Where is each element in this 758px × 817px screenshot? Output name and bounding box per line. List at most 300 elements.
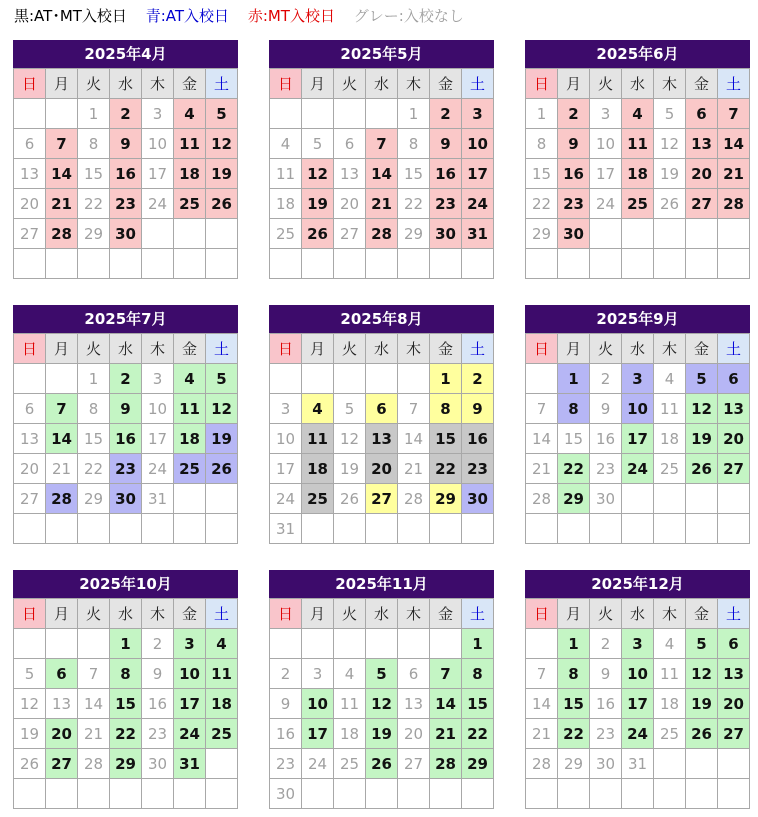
day-cell[interactable]: 28 — [398, 484, 430, 514]
week-row — [526, 629, 750, 659]
day-cell[interactable]: 6 — [718, 629, 750, 659]
day-cell[interactable]: 13 — [718, 394, 750, 424]
day-cell[interactable]: 2 — [462, 364, 494, 394]
day-cell[interactable]: 29 — [558, 484, 590, 514]
day-cell[interactable]: 23 — [462, 454, 494, 484]
empty-cell — [686, 219, 718, 249]
day-cell[interactable]: 13 — [334, 159, 366, 189]
day-cell[interactable]: 4 — [270, 129, 302, 159]
day-cell[interactable]: 31 — [174, 749, 206, 779]
weekday-header — [270, 334, 494, 364]
legend-at: 青:AT入校日 — [145, 7, 230, 25]
day-cell[interactable]: 6 — [718, 364, 750, 394]
day-cell[interactable]: 29 — [558, 749, 590, 779]
day-cell[interactable]: 16 — [462, 424, 494, 454]
day-cell[interactable]: 3 — [142, 99, 174, 129]
day-cell[interactable]: 16 — [110, 159, 142, 189]
day-cell[interactable]: 15 — [430, 424, 462, 454]
day-cell[interactable]: 8 — [110, 659, 142, 689]
day-cell[interactable]: 4 — [334, 659, 366, 689]
day-cell[interactable]: 18 — [334, 719, 366, 749]
day-cell[interactable]: 1 — [78, 99, 110, 129]
day-cell[interactable]: 10 — [270, 424, 302, 454]
day-cell[interactable]: 12 — [206, 394, 238, 424]
day-cell[interactable]: 30 — [430, 219, 462, 249]
day-cell[interactable]: 28 — [526, 749, 558, 779]
day-cell[interactable]: 17 — [622, 424, 654, 454]
day-cell[interactable]: 11 — [206, 659, 238, 689]
day-cell[interactable]: 19 — [654, 159, 686, 189]
empty-cell — [622, 514, 654, 544]
day-cell[interactable]: 30 — [110, 219, 142, 249]
day-cell[interactable]: 29 — [430, 484, 462, 514]
day-cell[interactable]: 24 — [622, 719, 654, 749]
day-cell[interactable]: 14 — [46, 424, 78, 454]
day-cell[interactable]: 2 — [110, 364, 142, 394]
day-cell[interactable]: 16 — [590, 689, 622, 719]
empty-cell — [430, 629, 462, 659]
day-cell[interactable]: 7 — [46, 129, 78, 159]
day-cell[interactable]: 21 — [718, 159, 750, 189]
day-cell[interactable]: 3 — [622, 629, 654, 659]
day-cell[interactable]: 20 — [718, 424, 750, 454]
day-cell[interactable]: 19 — [686, 424, 718, 454]
day-cell[interactable]: 15 — [526, 159, 558, 189]
day-cell[interactable]: 1 — [430, 364, 462, 394]
day-cell[interactable]: 23 — [110, 454, 142, 484]
day-cell[interactable]: 10 — [622, 659, 654, 689]
day-cell[interactable]: 27 — [46, 749, 78, 779]
day-cell[interactable]: 5 — [206, 364, 238, 394]
day-cell[interactable]: 8 — [558, 659, 590, 689]
day-cell[interactable]: 10 — [302, 689, 334, 719]
day-cell[interactable]: 11 — [622, 129, 654, 159]
day-cell[interactable]: 31 — [622, 749, 654, 779]
day-cell[interactable]: 26 — [686, 719, 718, 749]
weekday-label: 木 — [142, 334, 174, 364]
day-cell[interactable]: 18 — [302, 454, 334, 484]
empty-cell — [174, 484, 206, 514]
day-cell[interactable]: 6 — [14, 129, 46, 159]
day-cell[interactable]: 12 — [206, 129, 238, 159]
day-cell[interactable]: 10 — [142, 129, 174, 159]
day-cell[interactable]: 23 — [590, 454, 622, 484]
day-cell[interactable]: 11 — [302, 424, 334, 454]
day-cell[interactable]: 31 — [270, 514, 302, 544]
day-cell[interactable]: 3 — [302, 659, 334, 689]
day-cell[interactable]: 9 — [110, 394, 142, 424]
day-cell[interactable]: 22 — [558, 454, 590, 484]
day-cell[interactable]: 3 — [270, 394, 302, 424]
day-cell[interactable]: 6 — [46, 659, 78, 689]
day-cell[interactable]: 30 — [590, 484, 622, 514]
empty-cell — [206, 484, 238, 514]
day-cell[interactable]: 11 — [174, 129, 206, 159]
day-cell[interactable]: 14 — [430, 689, 462, 719]
weekday-label: 日 — [270, 334, 302, 364]
day-cell[interactable]: 16 — [270, 719, 302, 749]
day-cell[interactable]: 1 — [462, 629, 494, 659]
day-cell[interactable]: 10 — [142, 394, 174, 424]
day-cell[interactable]: 2 — [110, 99, 142, 129]
day-cell[interactable]: 21 — [526, 719, 558, 749]
day-cell[interactable]: 19 — [686, 689, 718, 719]
day-cell[interactable]: 20 — [398, 719, 430, 749]
day-cell[interactable]: 22 — [78, 454, 110, 484]
day-cell[interactable]: 22 — [398, 189, 430, 219]
day-cell[interactable]: 19 — [302, 189, 334, 219]
day-cell[interactable]: 13 — [686, 129, 718, 159]
empty-cell — [398, 514, 430, 544]
empty-cell — [110, 514, 142, 544]
day-cell[interactable]: 25 — [654, 719, 686, 749]
day-cell[interactable]: 15 — [78, 159, 110, 189]
day-cell[interactable]: 21 — [46, 454, 78, 484]
day-cell[interactable]: 26 — [206, 454, 238, 484]
day-cell[interactable]: 15 — [462, 689, 494, 719]
day-cell[interactable]: 8 — [78, 394, 110, 424]
day-cell[interactable]: 27 — [366, 484, 398, 514]
day-cell[interactable]: 21 — [430, 719, 462, 749]
day-cell[interactable]: 5 — [366, 659, 398, 689]
day-cell[interactable]: 23 — [142, 719, 174, 749]
day-cell[interactable]: 27 — [686, 189, 718, 219]
day-cell[interactable]: 21 — [526, 454, 558, 484]
day-cell[interactable]: 10 — [590, 129, 622, 159]
day-cell[interactable]: 6 — [334, 129, 366, 159]
day-cell[interactable]: 9 — [590, 394, 622, 424]
day-cell[interactable]: 9 — [430, 129, 462, 159]
day-cell[interactable]: 20 — [14, 454, 46, 484]
day-cell[interactable]: 28 — [366, 219, 398, 249]
day-cell[interactable]: 21 — [46, 189, 78, 219]
day-cell[interactable]: 22 — [558, 719, 590, 749]
day-cell[interactable]: 28 — [526, 484, 558, 514]
day-cell[interactable]: 27 — [334, 219, 366, 249]
day-cell[interactable]: 7 — [430, 659, 462, 689]
day-cell[interactable]: 28 — [718, 189, 750, 219]
day-cell[interactable]: 1 — [398, 99, 430, 129]
day-cell[interactable]: 14 — [366, 159, 398, 189]
day-cell[interactable]: 7 — [78, 659, 110, 689]
day-cell[interactable]: 3 — [590, 99, 622, 129]
day-cell[interactable]: 13 — [14, 159, 46, 189]
day-cell[interactable]: 7 — [526, 394, 558, 424]
weekday-label: 金 — [174, 334, 206, 364]
day-cell[interactable]: 1 — [78, 364, 110, 394]
day-cell[interactable]: 15 — [78, 424, 110, 454]
day-cell[interactable]: 19 — [206, 424, 238, 454]
day-cell[interactable]: 28 — [46, 219, 78, 249]
day-cell[interactable]: 30 — [110, 484, 142, 514]
day-cell[interactable]: 4 — [654, 629, 686, 659]
day-cell[interactable]: 3 — [174, 629, 206, 659]
day-cell[interactable]: 15 — [398, 159, 430, 189]
day-cell[interactable]: 11 — [174, 394, 206, 424]
day-cell[interactable]: 12 — [366, 689, 398, 719]
day-cell[interactable]: 19 — [206, 159, 238, 189]
day-cell[interactable]: 17 — [174, 689, 206, 719]
day-cell[interactable]: 17 — [590, 159, 622, 189]
day-cell[interactable]: 30 — [270, 779, 302, 809]
day-cell[interactable]: 5 — [206, 99, 238, 129]
day-cell[interactable]: 21 — [78, 719, 110, 749]
day-cell[interactable]: 26 — [302, 219, 334, 249]
day-cell[interactable]: 19 — [366, 719, 398, 749]
day-cell[interactable]: 31 — [142, 484, 174, 514]
day-cell[interactable]: 18 — [206, 689, 238, 719]
day-cell[interactable]: 3 — [142, 364, 174, 394]
day-cell[interactable]: 18 — [174, 159, 206, 189]
day-cell[interactable]: 16 — [558, 159, 590, 189]
day-cell[interactable]: 8 — [78, 129, 110, 159]
empty-cell — [686, 514, 718, 544]
day-cell[interactable]: 23 — [558, 189, 590, 219]
day-cell[interactable]: 22 — [526, 189, 558, 219]
day-cell[interactable]: 7 — [526, 659, 558, 689]
day-cell[interactable]: 12 — [302, 159, 334, 189]
day-cell[interactable]: 4 — [174, 99, 206, 129]
day-cell[interactable]: 28 — [430, 749, 462, 779]
day-cell[interactable]: 10 — [462, 129, 494, 159]
day-cell[interactable]: 26 — [14, 749, 46, 779]
day-cell[interactable]: 12 — [686, 394, 718, 424]
day-cell[interactable]: 30 — [558, 219, 590, 249]
day-cell[interactable]: 1 — [110, 629, 142, 659]
day-cell[interactable]: 28 — [46, 484, 78, 514]
day-cell[interactable]: 23 — [430, 189, 462, 219]
day-cell[interactable]: 7 — [366, 129, 398, 159]
day-cell[interactable]: 16 — [430, 159, 462, 189]
day-cell[interactable]: 25 — [206, 719, 238, 749]
day-cell[interactable]: 10 — [622, 394, 654, 424]
day-cell[interactable]: 3 — [622, 364, 654, 394]
day-cell[interactable]: 13 — [46, 689, 78, 719]
day-cell[interactable]: 5 — [14, 659, 46, 689]
weekday-label: 日 — [270, 599, 302, 629]
day-cell[interactable]: 24 — [622, 454, 654, 484]
day-cell[interactable]: 24 — [142, 189, 174, 219]
day-cell[interactable]: 9 — [270, 689, 302, 719]
day-cell[interactable]: 24 — [462, 189, 494, 219]
day-cell[interactable]: 14 — [718, 129, 750, 159]
day-cell[interactable]: 2 — [270, 659, 302, 689]
day-cell[interactable]: 7 — [46, 394, 78, 424]
day-cell[interactable]: 27 — [14, 219, 46, 249]
day-cell[interactable]: 17 — [302, 719, 334, 749]
day-cell[interactable]: 20 — [686, 159, 718, 189]
day-cell[interactable]: 17 — [462, 159, 494, 189]
day-cell[interactable]: 29 — [78, 219, 110, 249]
day-cell[interactable]: 9 — [558, 129, 590, 159]
day-cell[interactable]: 4 — [622, 99, 654, 129]
day-cell[interactable]: 6 — [14, 394, 46, 424]
day-cell[interactable]: 14 — [398, 424, 430, 454]
day-cell[interactable]: 29 — [462, 749, 494, 779]
day-cell[interactable]: 1 — [558, 629, 590, 659]
day-cell[interactable]: 24 — [142, 454, 174, 484]
day-cell[interactable]: 11 — [270, 159, 302, 189]
day-cell[interactable]: 24 — [270, 484, 302, 514]
day-cell[interactable]: 25 — [270, 219, 302, 249]
day-cell[interactable]: 21 — [398, 454, 430, 484]
day-cell[interactable]: 10 — [174, 659, 206, 689]
day-cell[interactable]: 30 — [590, 749, 622, 779]
day-cell[interactable]: 8 — [526, 129, 558, 159]
empty-cell — [366, 779, 398, 809]
week-row — [270, 629, 494, 659]
day-cell[interactable]: 4 — [654, 364, 686, 394]
day-cell[interactable]: 18 — [270, 189, 302, 219]
day-cell[interactable]: 9 — [142, 659, 174, 689]
day-cell[interactable]: 23 — [110, 189, 142, 219]
day-cell[interactable]: 9 — [462, 394, 494, 424]
day-cell[interactable]: 9 — [590, 659, 622, 689]
day-cell[interactable]: 5 — [334, 394, 366, 424]
day-cell[interactable]: 12 — [654, 129, 686, 159]
day-cell[interactable]: 11 — [334, 689, 366, 719]
day-cell[interactable]: 24 — [590, 189, 622, 219]
day-cell[interactable]: 15 — [110, 689, 142, 719]
day-cell[interactable]: 11 — [654, 659, 686, 689]
day-cell[interactable]: 8 — [430, 394, 462, 424]
day-cell[interactable]: 27 — [398, 749, 430, 779]
day-cell[interactable]: 13 — [366, 424, 398, 454]
day-cell[interactable]: 26 — [686, 454, 718, 484]
day-cell[interactable]: 16 — [590, 424, 622, 454]
day-cell[interactable]: 16 — [110, 424, 142, 454]
day-cell[interactable]: 13 — [14, 424, 46, 454]
day-cell[interactable]: 7 — [398, 394, 430, 424]
day-cell[interactable]: 24 — [302, 749, 334, 779]
day-cell[interactable]: 2 — [142, 629, 174, 659]
day-cell[interactable]: 14 — [526, 424, 558, 454]
day-cell[interactable]: 2 — [558, 99, 590, 129]
day-cell[interactable]: 16 — [142, 689, 174, 719]
day-cell[interactable]: 13 — [718, 659, 750, 689]
day-cell[interactable]: 4 — [174, 364, 206, 394]
day-cell[interactable]: 31 — [462, 219, 494, 249]
day-cell[interactable]: 8 — [558, 394, 590, 424]
empty-cell — [78, 514, 110, 544]
day-cell[interactable]: 19 — [334, 454, 366, 484]
day-cell[interactable]: 7 — [718, 99, 750, 129]
day-cell[interactable]: 17 — [142, 159, 174, 189]
day-cell[interactable]: 12 — [686, 659, 718, 689]
day-cell[interactable]: 4 — [206, 629, 238, 659]
day-cell[interactable]: 30 — [462, 484, 494, 514]
day-cell[interactable]: 20 — [46, 719, 78, 749]
day-cell[interactable]: 5 — [686, 629, 718, 659]
day-cell[interactable]: 1 — [526, 99, 558, 129]
day-cell[interactable]: 20 — [366, 454, 398, 484]
weekday-label: 金 — [686, 334, 718, 364]
day-cell[interactable]: 11 — [654, 394, 686, 424]
day-cell[interactable]: 19 — [14, 719, 46, 749]
day-cell[interactable]: 29 — [110, 749, 142, 779]
day-cell[interactable]: 5 — [302, 129, 334, 159]
day-cell[interactable]: 6 — [366, 394, 398, 424]
day-cell[interactable]: 25 — [622, 189, 654, 219]
weekday-header — [14, 334, 238, 364]
day-cell[interactable]: 1 — [558, 364, 590, 394]
empty-cell — [366, 364, 398, 394]
day-cell[interactable]: 9 — [110, 129, 142, 159]
day-cell[interactable]: 8 — [398, 129, 430, 159]
empty-cell — [590, 514, 622, 544]
day-cell[interactable]: 25 — [302, 484, 334, 514]
day-cell[interactable]: 22 — [78, 189, 110, 219]
day-cell[interactable]: 25 — [174, 189, 206, 219]
day-cell[interactable]: 2 — [430, 99, 462, 129]
day-cell[interactable]: 18 — [622, 159, 654, 189]
day-cell[interactable]: 30 — [142, 749, 174, 779]
day-cell[interactable]: 27 — [14, 484, 46, 514]
weekday-label: 木 — [654, 599, 686, 629]
day-cell[interactable]: 20 — [14, 189, 46, 219]
day-cell[interactable]: 15 — [558, 424, 590, 454]
day-cell[interactable]: 13 — [398, 689, 430, 719]
day-cell[interactable]: 27 — [718, 454, 750, 484]
day-cell[interactable]: 4 — [302, 394, 334, 424]
day-cell[interactable]: 15 — [558, 689, 590, 719]
day-cell[interactable]: 14 — [526, 689, 558, 719]
day-cell[interactable]: 6 — [686, 99, 718, 129]
weekday-header — [14, 599, 238, 629]
day-cell[interactable]: 26 — [334, 484, 366, 514]
day-cell[interactable]: 14 — [46, 159, 78, 189]
day-cell[interactable]: 18 — [654, 424, 686, 454]
day-cell[interactable]: 3 — [462, 99, 494, 129]
day-cell[interactable]: 23 — [270, 749, 302, 779]
week-row — [270, 129, 494, 159]
day-cell[interactable]: 22 — [462, 719, 494, 749]
day-cell[interactable]: 28 — [78, 749, 110, 779]
day-cell[interactable]: 8 — [462, 659, 494, 689]
day-cell[interactable]: 29 — [526, 219, 558, 249]
day-cell[interactable]: 21 — [366, 189, 398, 219]
day-cell[interactable]: 20 — [718, 689, 750, 719]
day-cell[interactable]: 23 — [590, 719, 622, 749]
day-cell[interactable]: 12 — [14, 689, 46, 719]
day-cell[interactable]: 22 — [430, 454, 462, 484]
day-cell[interactable]: 29 — [398, 219, 430, 249]
day-cell[interactable]: 25 — [174, 454, 206, 484]
day-cell[interactable]: 17 — [622, 689, 654, 719]
day-cell[interactable]: 27 — [718, 719, 750, 749]
day-cell[interactable]: 26 — [366, 749, 398, 779]
day-cell[interactable]: 2 — [590, 629, 622, 659]
day-cell[interactable]: 6 — [398, 659, 430, 689]
day-cell[interactable]: 2 — [590, 364, 622, 394]
day-cell[interactable]: 24 — [174, 719, 206, 749]
day-cell[interactable]: 29 — [78, 484, 110, 514]
day-cell[interactable]: 25 — [654, 454, 686, 484]
day-cell[interactable]: 18 — [174, 424, 206, 454]
day-cell[interactable]: 5 — [654, 99, 686, 129]
day-cell[interactable]: 26 — [654, 189, 686, 219]
day-cell[interactable]: 17 — [142, 424, 174, 454]
day-cell[interactable]: 12 — [334, 424, 366, 454]
day-cell[interactable]: 5 — [686, 364, 718, 394]
day-cell[interactable]: 18 — [654, 689, 686, 719]
day-cell[interactable]: 17 — [270, 454, 302, 484]
day-cell[interactable]: 22 — [110, 719, 142, 749]
day-cell[interactable]: 14 — [78, 689, 110, 719]
day-cell[interactable]: 26 — [206, 189, 238, 219]
day-cell[interactable]: 25 — [334, 749, 366, 779]
day-cell[interactable]: 20 — [334, 189, 366, 219]
